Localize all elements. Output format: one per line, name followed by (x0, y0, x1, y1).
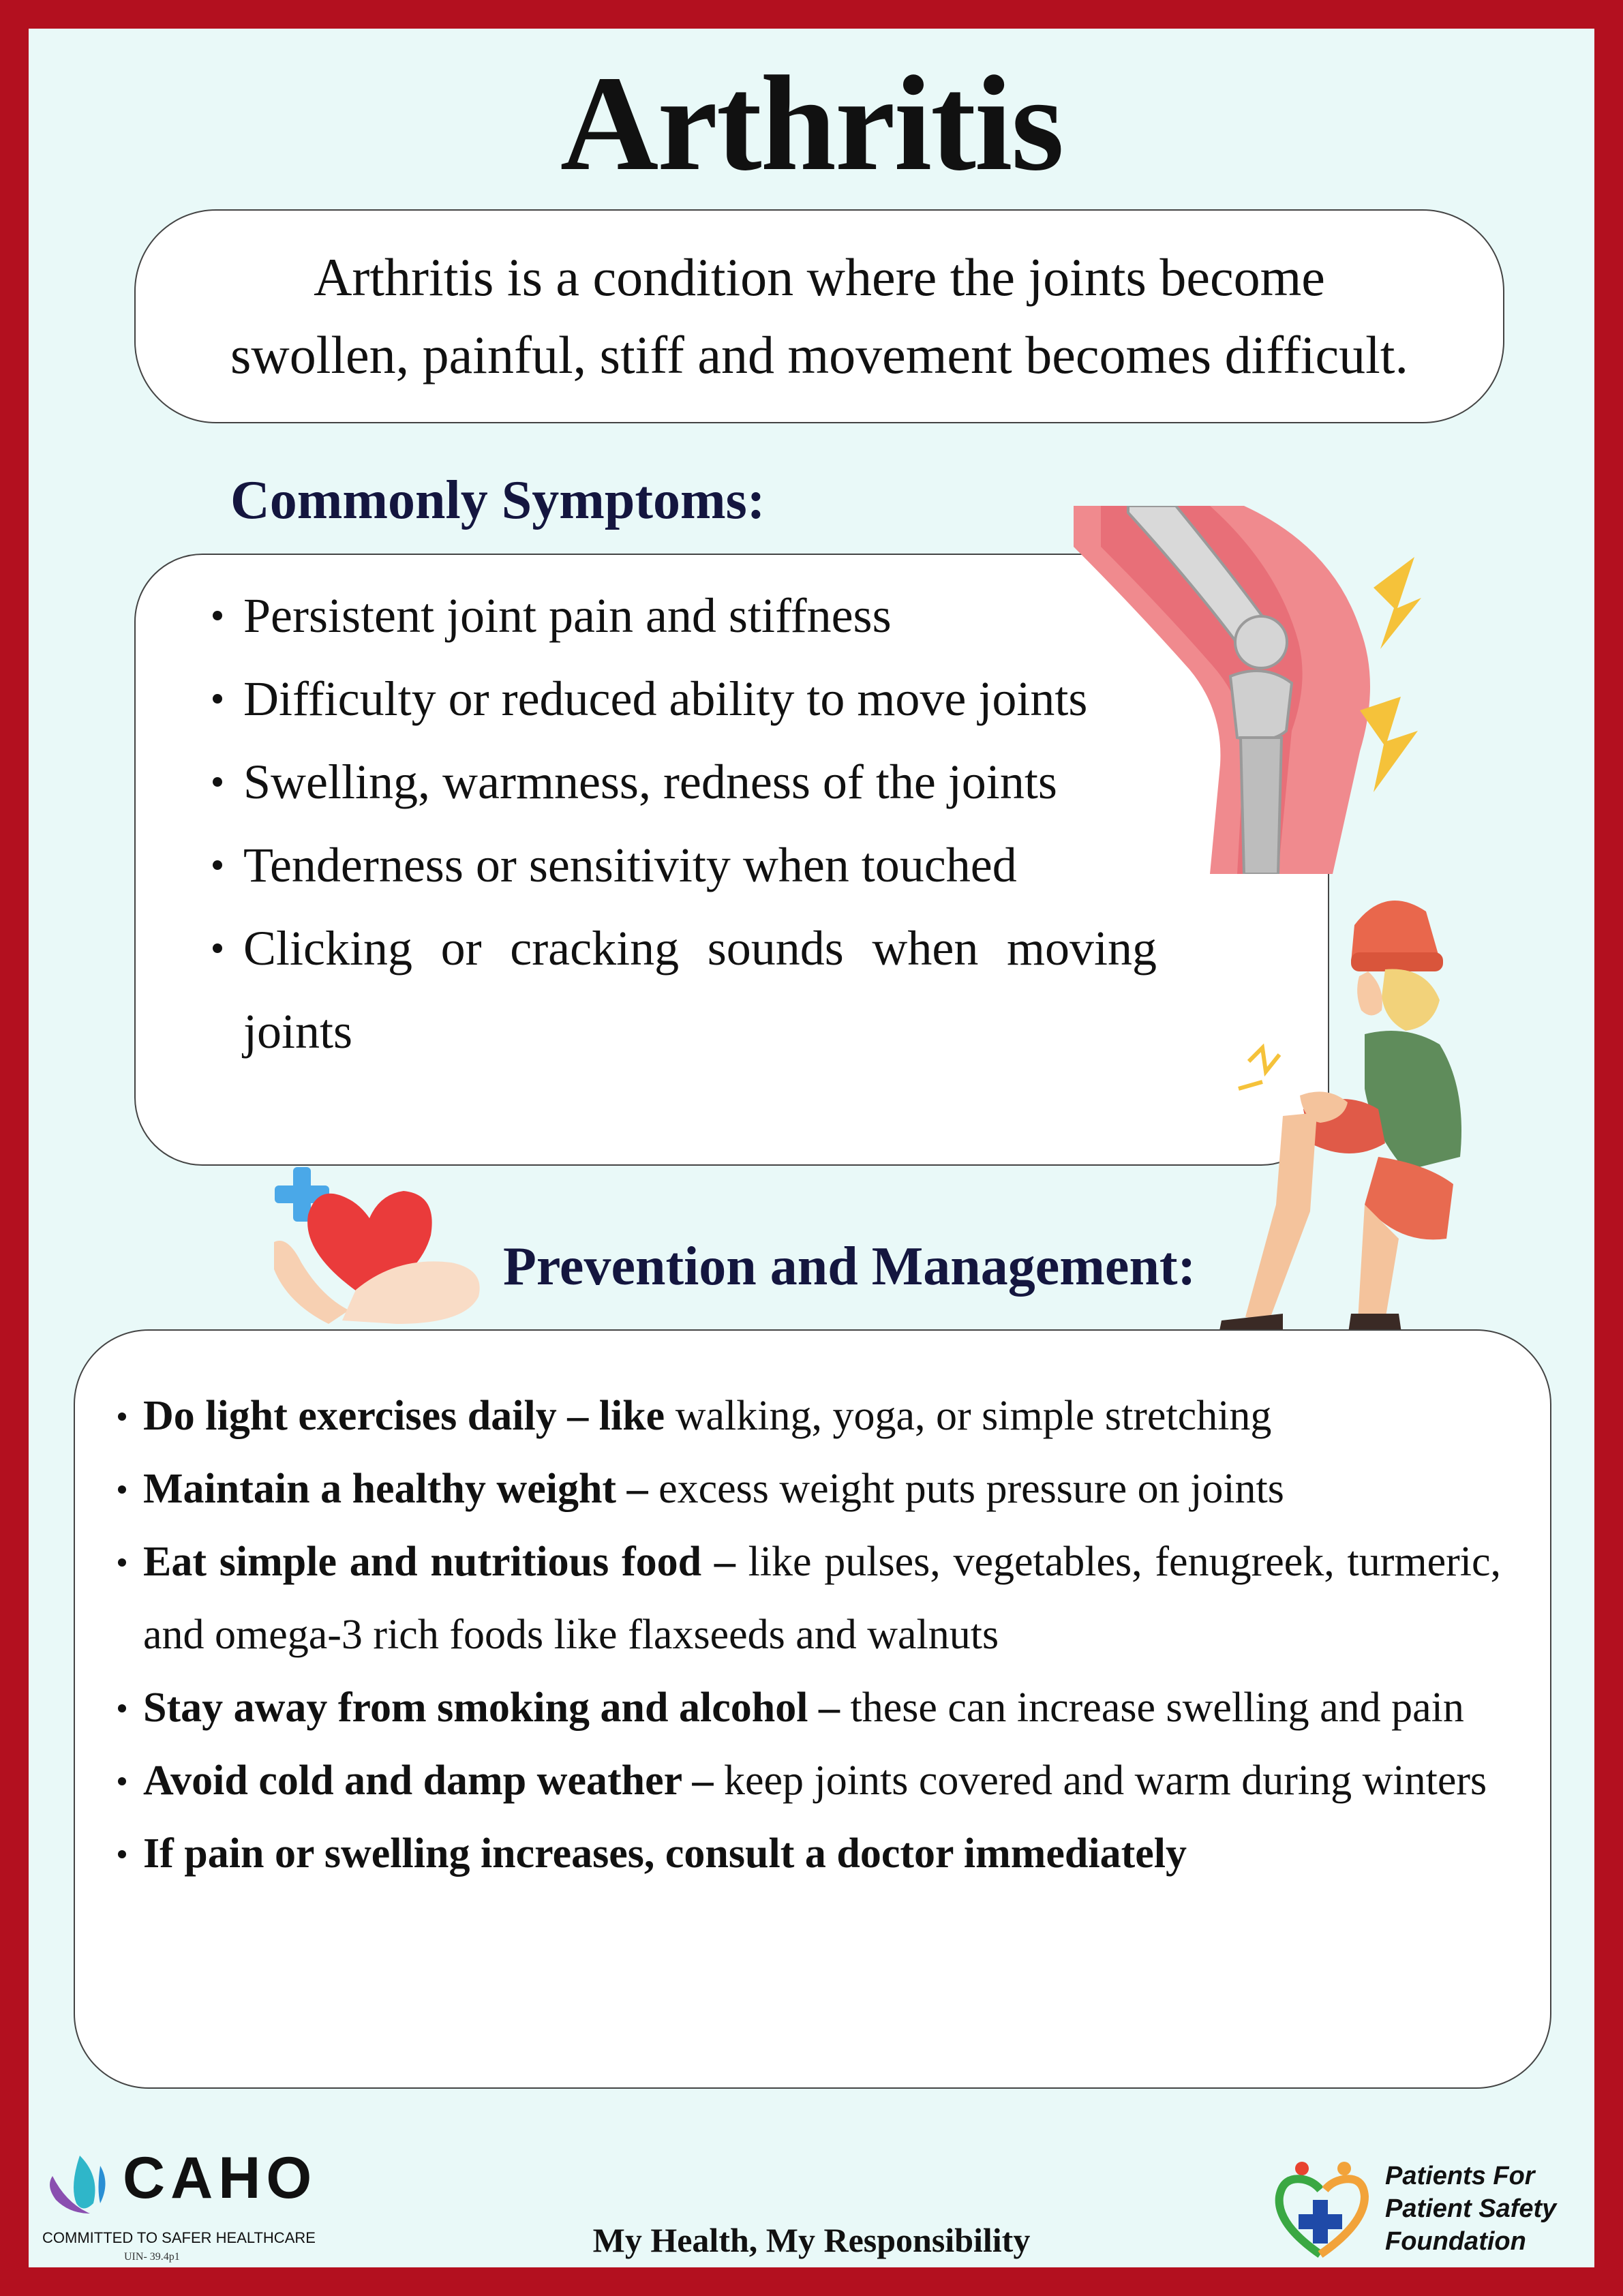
prevention-item-bold: If pain or swelling increases, consult a doctor immediately (143, 1830, 1187, 1877)
prevention-item-bold: Avoid cold and damp weather – (143, 1757, 714, 1804)
page-title: Arthritis (560, 48, 1063, 199)
prevention-item-bold: Eat simple and nutritious food – (143, 1539, 735, 1585)
ppsf-name (1385, 2160, 1556, 2258)
prevention-item-text: like pulses, vegetables, fenugreek, turmeric, and omega-3 rich foods like flaxseeds and walnuts (143, 1539, 1502, 1658)
symptom-item: Swelling, warmness, redness of the joints (243, 740, 1157, 824)
intro-line-1: Arthritis is a condition where the joints become (314, 247, 1325, 307)
prevention-item (143, 1744, 1501, 1817)
prevention-item (143, 1817, 1501, 1890)
prevention-item-text: keep joints covered and warm during winters (713, 1757, 1487, 1804)
ppsf-line-2: Patient Safety (1385, 2194, 1557, 2223)
prevention-item (143, 1453, 1501, 1526)
prevention-list (143, 1380, 1501, 1890)
ppsf-line-1: Patients For (1385, 2162, 1535, 2190)
heart-in-hands-icon (260, 1153, 492, 1338)
caho-name: CAHO (123, 2145, 318, 2211)
poster (29, 29, 1594, 2267)
ppsf-heart-icon (1269, 2159, 1378, 2261)
woman-knee-pain-illustration (1181, 884, 1549, 1355)
symptoms-heading: Commonly Symptoms: (230, 470, 765, 530)
prevention-item (143, 1380, 1501, 1453)
symptoms-list (243, 574, 1157, 1073)
symptom-item: Difficulty or reduced ability to move joints (243, 657, 1157, 740)
ppsf-logo (1269, 2156, 1590, 2265)
prevention-item (143, 1526, 1501, 1672)
prevention-item-text: excess weight puts pressure on joints (648, 1466, 1284, 1512)
intro-box (134, 209, 1504, 423)
symptom-item: Persistent joint pain and stiffness (243, 574, 1157, 657)
knee-joint-illustration (1074, 506, 1455, 874)
prevention-item-text: these can increase swelling and pain (839, 1685, 1464, 1731)
symptom-item: Clicking or cracking sounds when moving joints (243, 907, 1157, 1073)
caho-subtitle: COMMITTED TO SAFER HEALTHCARE (42, 2229, 316, 2246)
prevention-item-bold: Do light exercises daily – like (143, 1393, 665, 1439)
prevention-heading: Prevention and Management: (503, 1237, 1196, 1297)
prevention-item-bold: Maintain a healthy weight – (143, 1466, 648, 1512)
prevention-box (74, 1329, 1551, 2089)
ppsf-line-3: Foundation (1385, 2227, 1526, 2256)
uin-code: UIN- 39.4p1 (124, 2251, 180, 2263)
prevention-item-bold: Stay away from smoking and alcohol – (143, 1685, 840, 1731)
intro-line-2: swollen, painful, stiff and movement becomes difficult. (230, 325, 1408, 384)
footer-tagline: My Health, My Responsibility (592, 2221, 1031, 2259)
symptom-item: Tenderness or sensitivity when touched (243, 824, 1157, 907)
prevention-item-text: walking, yoga, or simple stretching (665, 1393, 1272, 1439)
caho-leaf-icon (42, 2149, 117, 2224)
prevention-item (143, 1672, 1501, 1744)
